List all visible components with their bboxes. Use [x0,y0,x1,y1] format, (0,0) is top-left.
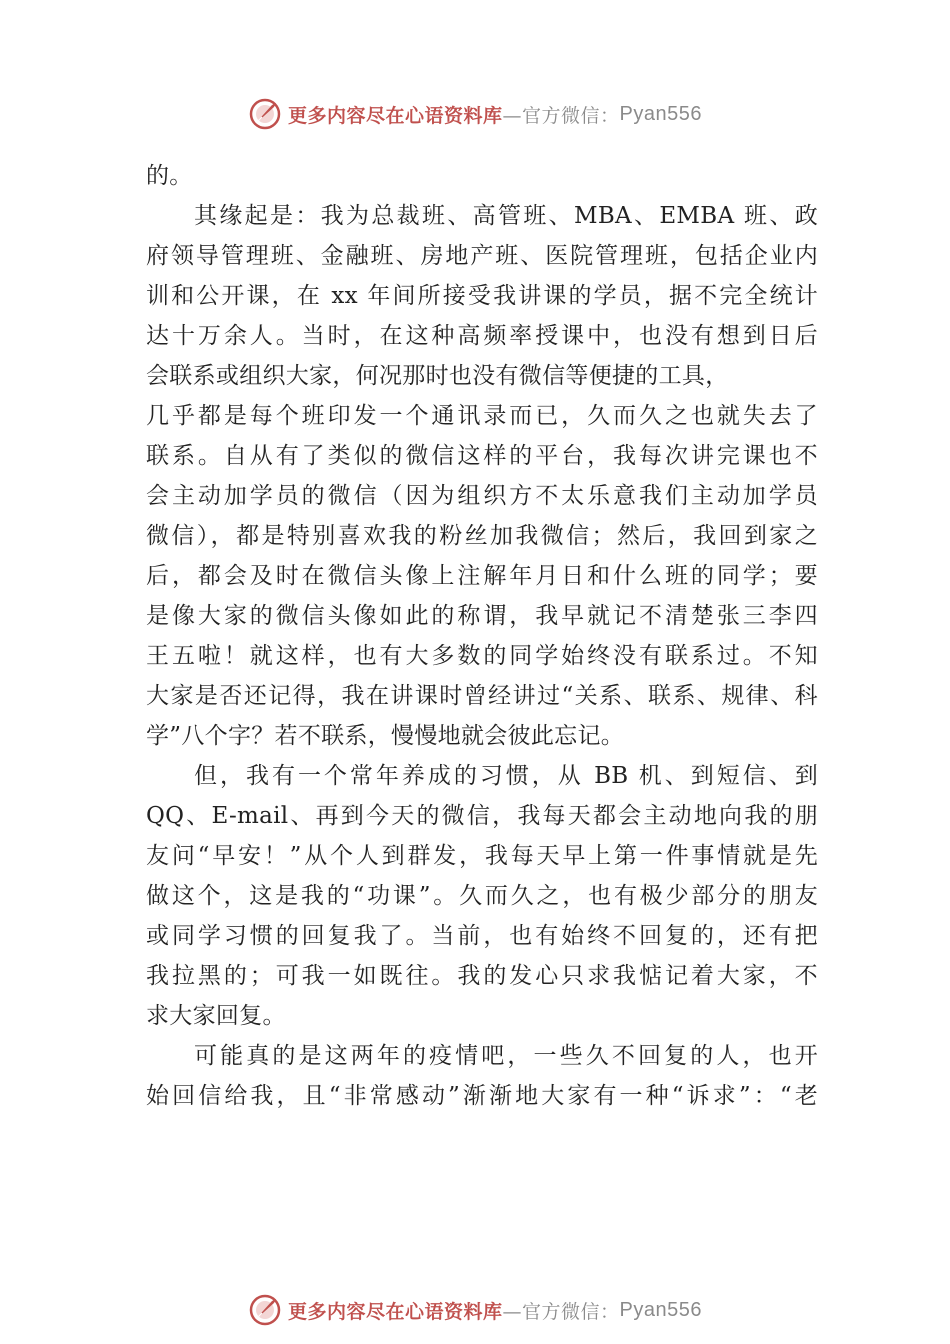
watermark-wechat-id: Pyan556 [619,1298,702,1321]
text-line: 会主动加学员的微信（因为组织方不太乐意我们主动加学员 [146,483,818,509]
text-line: 的。 [146,163,193,189]
quill-logo-icon [248,1293,282,1327]
text-line: 联系。自从有了类似的微信这样的平台，我每次讲完课也不 [146,443,818,469]
text-line: 是像大家的微信头像如此的称谓，我早就记不清楚张三李四 [146,603,818,629]
text-line: 始回信给我，且“非常感动”渐渐地大家有一种“诉求”：“老 [146,1083,818,1109]
text-line: 其缘起是：我为总裁班、高管班、MBA、EMBA 班、政 [194,203,818,229]
watermark-brand-text: 更多内容尽在心语资料库 [288,1300,503,1323]
text-line: 后，都会及时在微信头像上注解年月日和什么班的同学；要 [146,563,818,589]
text-line: 训和公开课，在 xx 年间所接受我讲课的学员，据不完全统计 [146,283,818,309]
document-body [146,156,818,1116]
watermark-brand-text: 更多内容尽在心语资料库 [288,104,503,127]
footer-watermark [0,1290,950,1330]
text-line: 友问“早安！”从个人到群发，我每天早上第一件事情就是先 [146,843,818,869]
text-line: 学”八个字？若不联系，慢慢地就会彼此忘记。 [146,723,625,749]
text-line: 求大家回复。 [146,1003,286,1029]
text-line: 府领导管理班、金融班、房地产班、医院管理班，包括企业内 [146,243,818,269]
text-line: 但，我有一个常年养成的习惯，从 BB 机、到短信、到 [194,763,818,789]
text-line: 王五啦！就这样，也有大多数的同学始终没有联系过。不知 [146,643,818,669]
watermark-official-label: —官方微信： [502,1300,620,1323]
watermark-official-label: —官方微信： [502,104,620,127]
text-line: 微信），都是特别喜欢我的粉丝加我微信；然后，我回到家之 [146,523,818,549]
text-line: 大家是否还记得，我在讲课时曾经讲过“关系、联系、规律、科 [146,683,818,709]
watermark-wechat-id: Pyan556 [619,102,702,125]
text-line: 会联系或组织大家，何况那时也没有微信等便捷的工具， [146,363,729,389]
text-line: 我拉黑的；可我一如既往。我的发心只求我惦记着大家，不 [146,963,818,989]
text-line: 几乎都是每个班印发一个通讯录而已，久而久之也就失去了 [146,403,818,429]
text-line: 或同学习惯的回复我了。当前，也有始终不回复的，还有把 [146,923,818,949]
text-line: 达十万余人。当时，在这种高频率授课中，也没有想到日后 [146,323,818,349]
text-line: QQ、E-mail、再到今天的微信，我每天都会主动地向我的朋 [146,803,818,829]
quill-logo-icon [248,97,282,131]
text-line: 做这个，这是我的“功课”。久而久之，也有极少部分的朋友 [146,883,818,909]
header-watermark [0,94,950,134]
text-line: 可能真的是这两年的疫情吧，一些久不回复的人，也开 [194,1043,818,1069]
